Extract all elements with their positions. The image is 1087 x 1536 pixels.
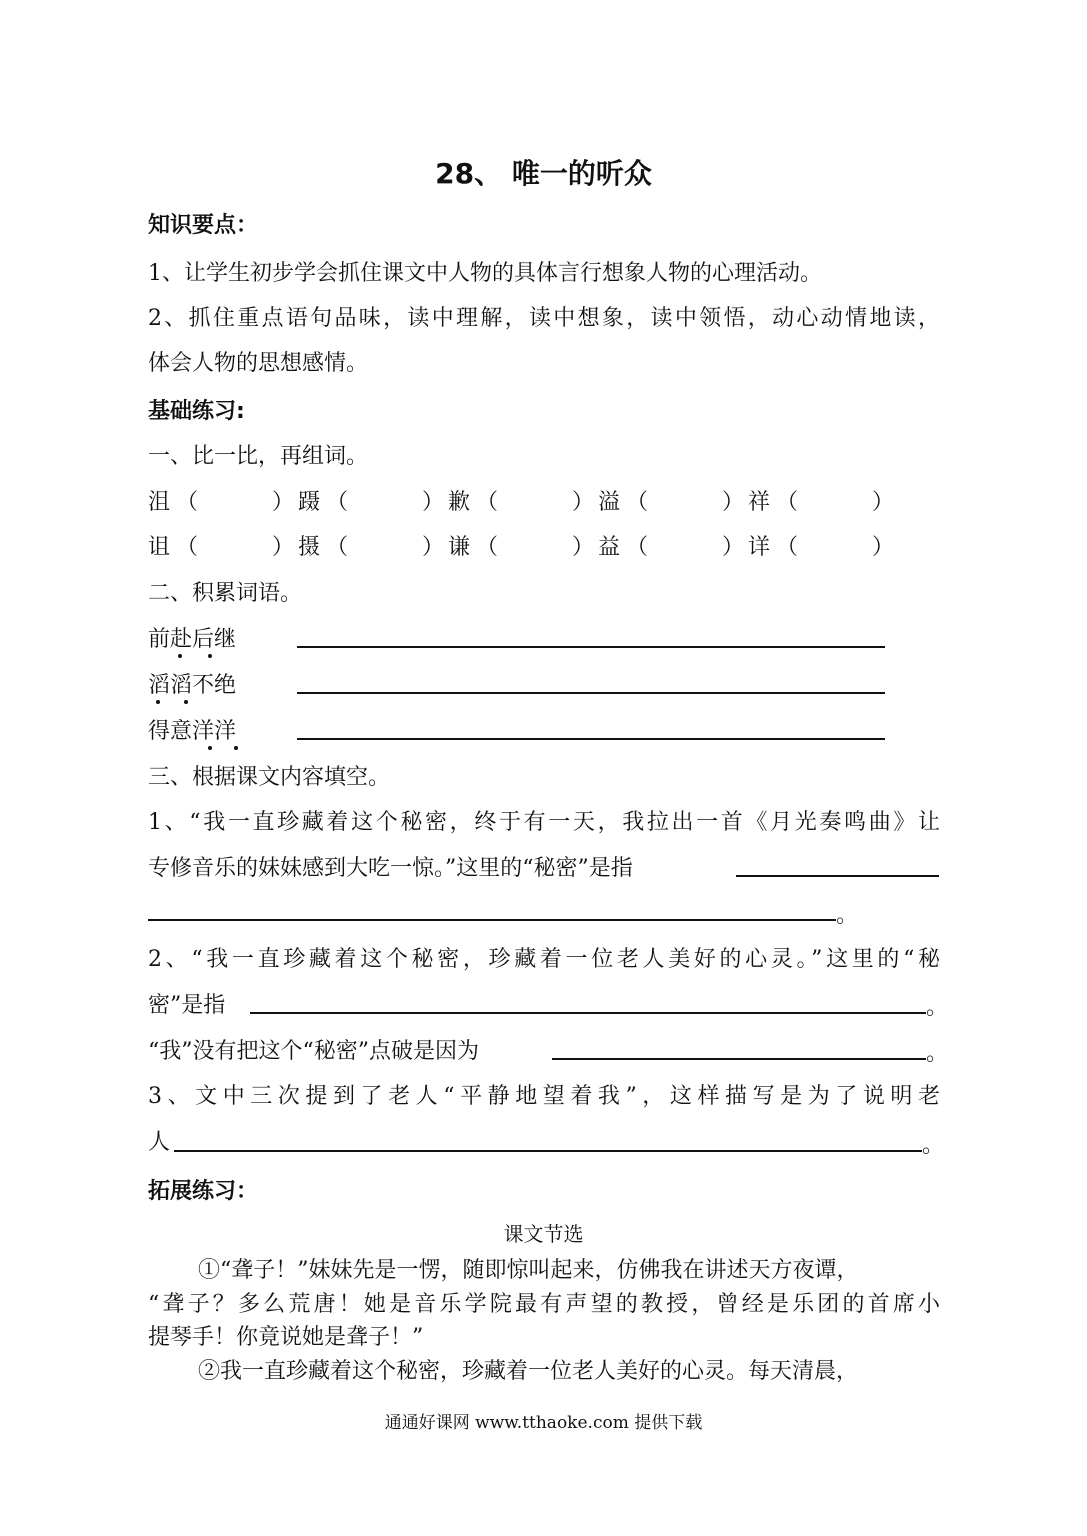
emphasis-dot xyxy=(208,654,212,658)
close-paren: ） xyxy=(572,535,595,560)
period: 。 xyxy=(922,1133,945,1158)
q3-item2-line2: 密”是指 xyxy=(148,993,226,1018)
q2-prompt: 二、积累词语。 xyxy=(148,581,303,606)
vocab-word-text: 前赴后继 xyxy=(148,627,237,652)
q3-item2-line3: “我”没有把这个“秘密”点破是因为 xyxy=(148,1039,479,1064)
emphasis-dot xyxy=(178,654,182,658)
basic-heading: 基础练习: xyxy=(148,399,245,424)
extension-heading: 拓展练习： xyxy=(148,1179,259,1204)
passage-title: 课文节选 xyxy=(503,1222,584,1246)
vocab-word-text: 得意洋洋 xyxy=(148,719,237,744)
q3-item1-line2: 专修音乐的妹妹感到大吃一惊。”这里的“秘密”是指 xyxy=(148,856,633,881)
answer-line[interactable] xyxy=(250,1012,926,1014)
q3-item3-line1: 3、文中三次提到了老人“平静地望着我”，这样描写是为了说明老 xyxy=(148,1084,940,1109)
answer-line[interactable] xyxy=(297,738,885,740)
char: 沮 xyxy=(148,490,171,515)
close-paren: ） xyxy=(572,490,595,515)
char: 溢 xyxy=(598,490,621,515)
close-paren: ） xyxy=(872,535,895,560)
knowledge-item-2: 2、抓住重点语句品味，读中理解，读中想象，读中领悟，动心动情地读， xyxy=(148,306,940,331)
q1-prompt: 一、比一比，再组词。 xyxy=(148,444,369,469)
close-paren: ） xyxy=(272,490,295,515)
knowledge-item-1: 1、让学生初步学会抓住课文中人物的具体言行想象人物的心理活动。 xyxy=(148,261,822,286)
open-paren: （ xyxy=(626,490,649,515)
emphasis-dot xyxy=(184,700,188,704)
passage-p1-line2: “聋子？多么荒唐！她是音乐学院最有声望的教授，曾经是乐团的首席小 xyxy=(148,1292,940,1317)
emphasis-dot xyxy=(156,700,160,704)
footer-credit: 通通好课网 www.tthaoke.com 提供下载 xyxy=(384,1413,703,1433)
vocab-word xyxy=(148,668,236,699)
period: 。 xyxy=(836,903,859,928)
open-paren: （ xyxy=(476,535,499,560)
open-paren: （ xyxy=(776,490,799,515)
knowledge-heading: 知识要点： xyxy=(148,213,259,238)
q3-item3-line2: 人 xyxy=(148,1130,171,1155)
char: 益 xyxy=(598,535,621,560)
open-paren: （ xyxy=(326,490,349,515)
open-paren: （ xyxy=(626,535,649,560)
emphasis-dot xyxy=(208,746,212,750)
answer-line[interactable] xyxy=(174,1150,922,1152)
open-paren: （ xyxy=(176,490,199,515)
char-row-2 xyxy=(148,530,908,560)
close-paren: ） xyxy=(722,535,745,560)
answer-line[interactable] xyxy=(552,1058,926,1060)
close-paren: ） xyxy=(872,490,895,515)
vocab-word-text: 滔滔不绝 xyxy=(148,673,237,698)
passage-p2-line1: ②我一直珍藏着这个秘密，珍藏着一位老人美好的心灵。每天清晨， xyxy=(198,1359,859,1384)
char: 摄 xyxy=(298,535,321,560)
vocab-word xyxy=(148,622,236,653)
char: 祥 xyxy=(748,490,771,515)
passage-p1-line1: ①“聋子！”妹妹先是一愣，随即惊叫起来，仿佛我在讲述天方夜谭， xyxy=(198,1258,859,1283)
close-paren: ） xyxy=(422,490,445,515)
answer-line[interactable] xyxy=(736,875,939,877)
open-paren: （ xyxy=(326,535,349,560)
vocab-word xyxy=(148,714,236,745)
answer-line[interactable] xyxy=(148,919,836,921)
char: 详 xyxy=(748,535,771,560)
close-paren: ） xyxy=(272,535,295,560)
char: 蹑 xyxy=(298,490,321,515)
page-title: 28、 唯一的听众 xyxy=(435,157,652,190)
q3-prompt: 三、根据课文内容填空。 xyxy=(148,765,391,790)
q3-item2-line1: 2、“我一直珍藏着这个秘密，珍藏着一位老人美好的心灵。”这里的“秘 xyxy=(148,947,940,972)
period: 。 xyxy=(926,995,949,1020)
q3-item1-line1: 1、“我一直珍藏着这个秘密，终于有一天，我拉出一首《月光奏鸣曲》让 xyxy=(148,810,940,835)
close-paren: ） xyxy=(722,490,745,515)
char: 谦 xyxy=(448,535,471,560)
char-row-1 xyxy=(148,485,908,515)
knowledge-item-2-cont: 体会人物的思想感情。 xyxy=(148,351,369,376)
char: 歉 xyxy=(448,490,471,515)
close-paren: ） xyxy=(422,535,445,560)
open-paren: （ xyxy=(176,535,199,560)
passage-p1-line3: 提琴手！你竟说她是聋子！” xyxy=(148,1325,424,1350)
open-paren: （ xyxy=(476,490,499,515)
period: 。 xyxy=(926,1041,949,1066)
emphasis-dot xyxy=(234,746,238,750)
answer-line[interactable] xyxy=(297,646,885,648)
answer-line[interactable] xyxy=(297,692,885,694)
char: 诅 xyxy=(148,535,171,560)
open-paren: （ xyxy=(776,535,799,560)
